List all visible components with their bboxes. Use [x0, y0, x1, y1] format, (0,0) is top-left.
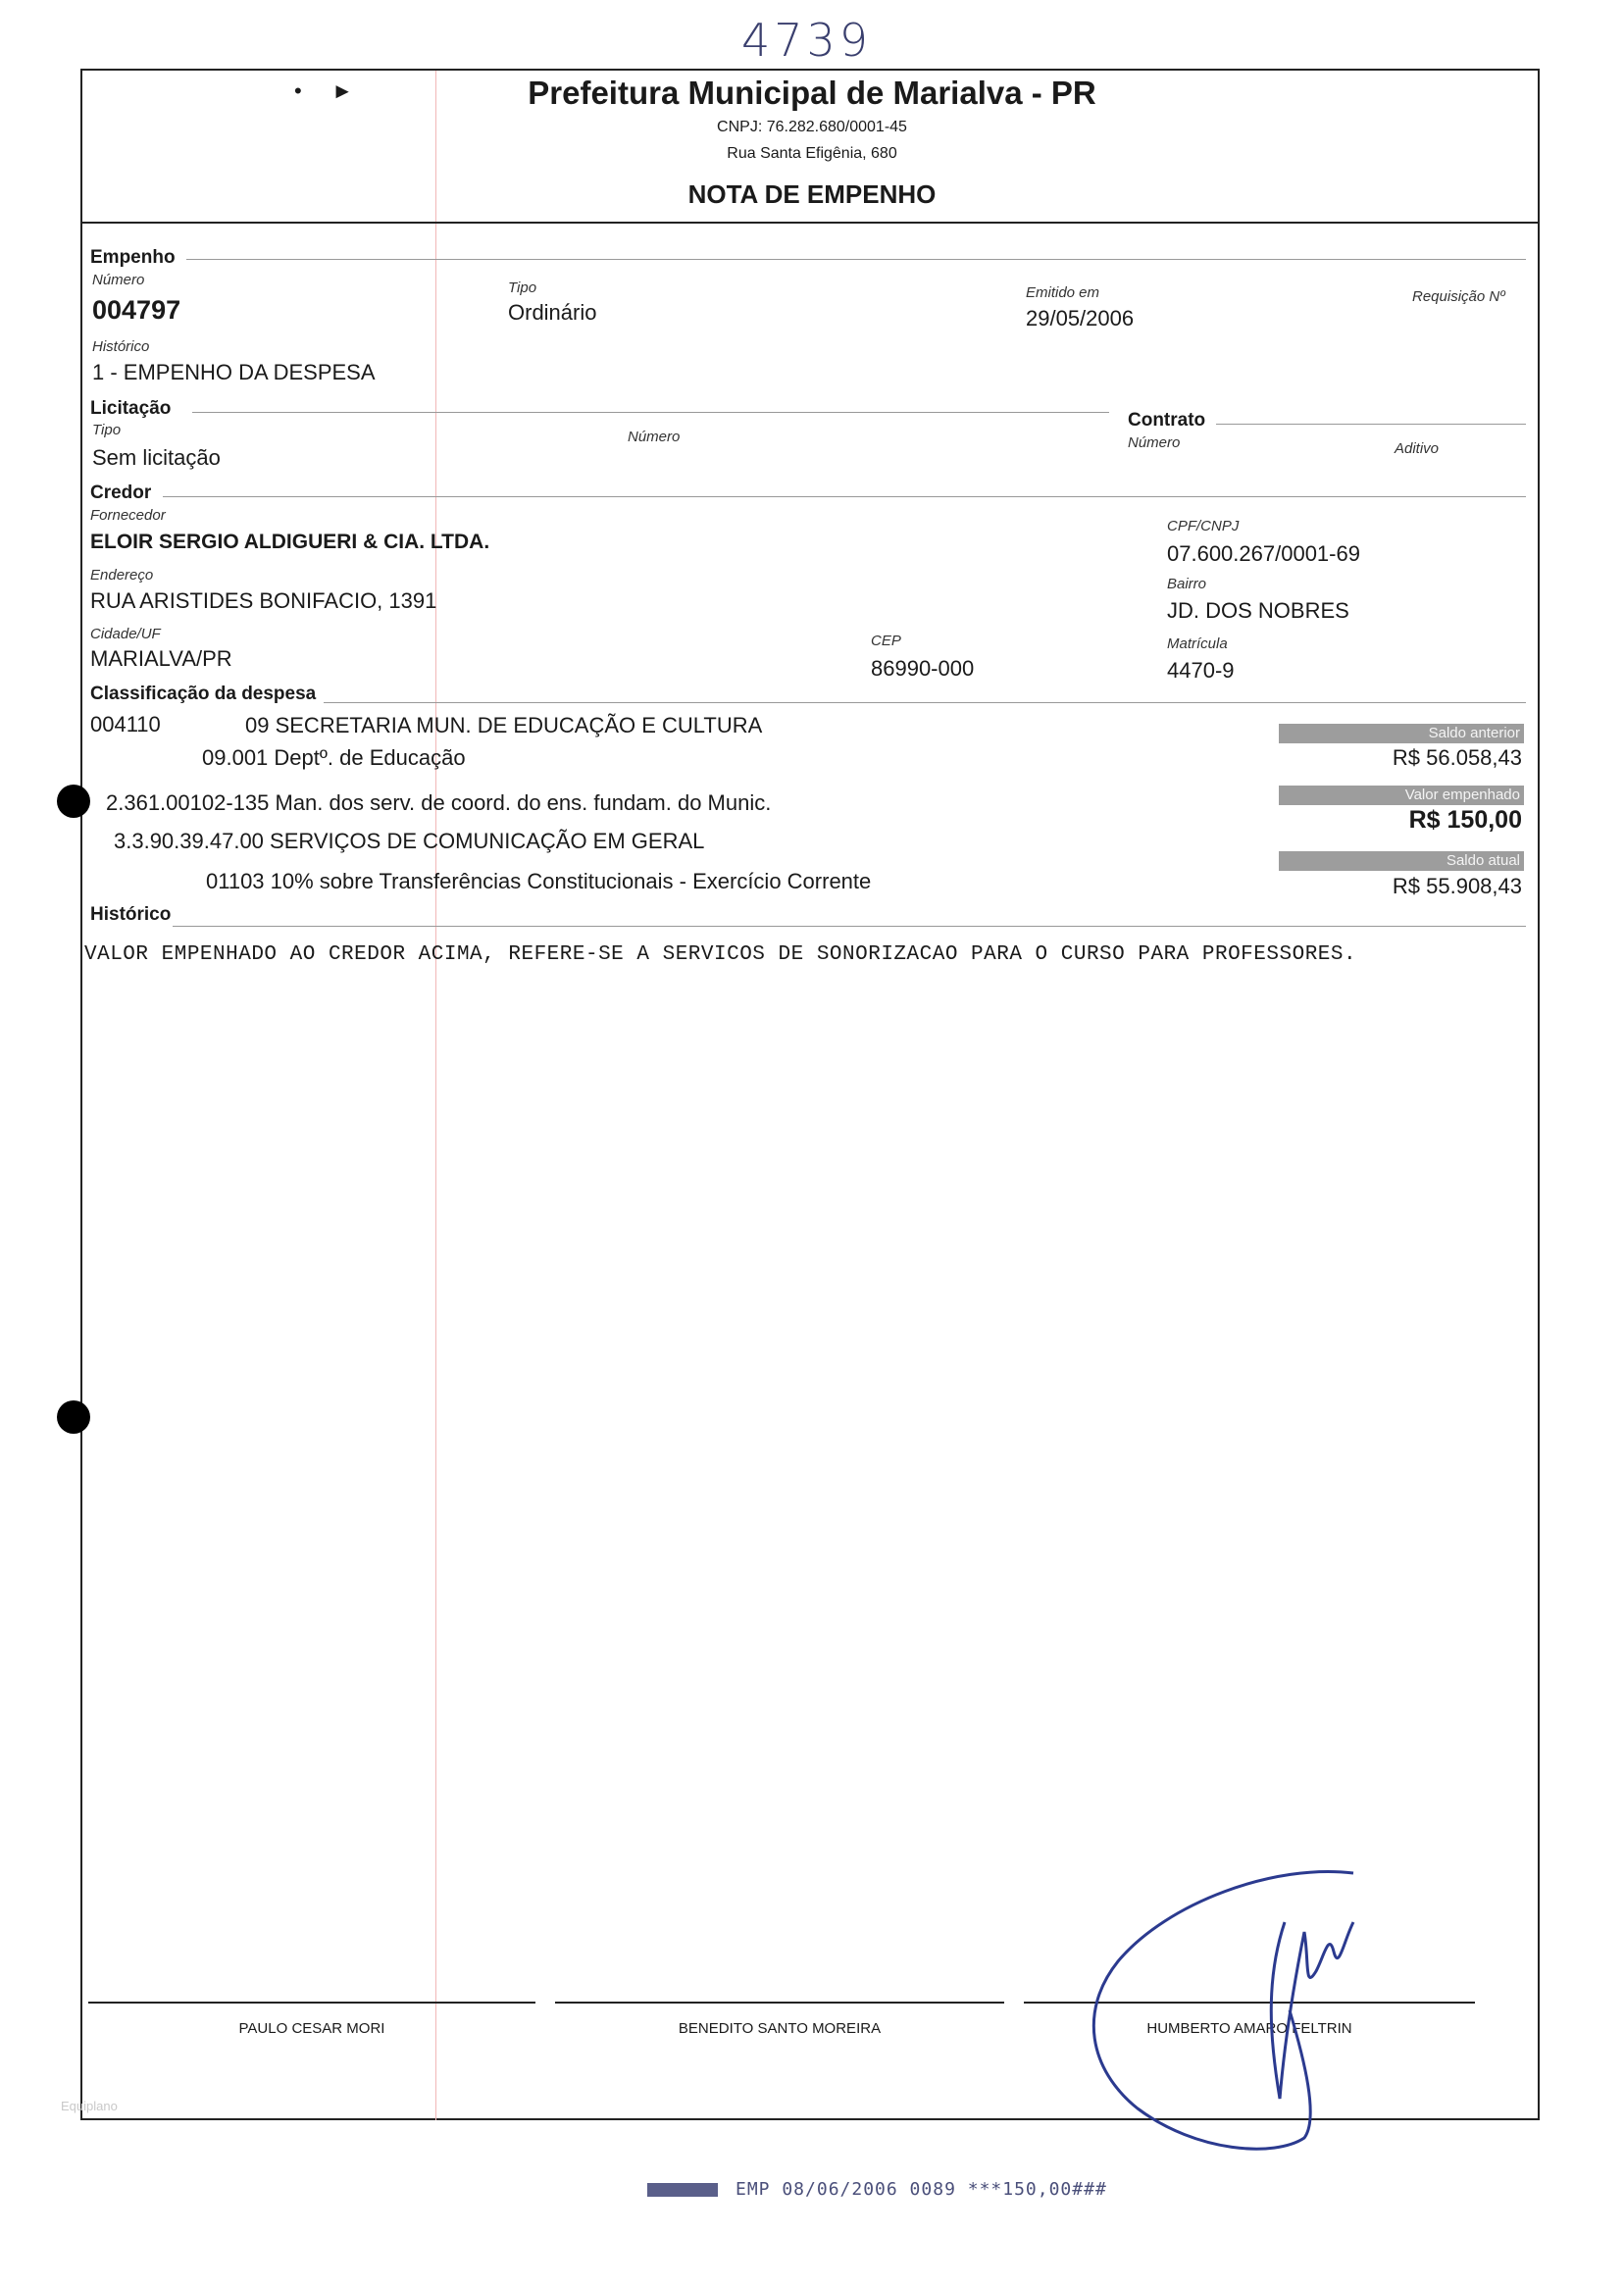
- licitacao-rule: [192, 412, 1109, 413]
- bairro-label: Bairro: [1167, 576, 1207, 592]
- credor-section-title: Credor: [90, 482, 152, 503]
- classificacao-programa: 2.361.00102-135 Man. dos serv. de coord. do ens. fundam. do Munic.: [106, 790, 772, 815]
- cnpj-line: CNPJ: 76.282.680/0001-45: [717, 119, 907, 135]
- handwritten-page-number: 4739: [741, 14, 873, 67]
- matricula-value: 4470-9: [1167, 658, 1235, 683]
- licitacao-numero-label: Número: [628, 429, 681, 445]
- emitido-label: Emitido em: [1026, 284, 1100, 301]
- cep-value: 86990-000: [871, 656, 975, 681]
- empenho-numero: 004797: [92, 295, 181, 325]
- licitacao-tipo: Sem licitação: [92, 445, 221, 470]
- cpf-cnpj-value: 07.600.267/0001-69: [1167, 541, 1360, 566]
- classificacao-secretaria: 09 SECRETARIA MUN. DE EDUCAÇÃO E CULTURA: [245, 713, 763, 737]
- binder-hole-bottom: [57, 1400, 90, 1434]
- cep-label: CEP: [871, 633, 901, 649]
- margin-line: [435, 71, 436, 2120]
- classificacao-natureza: 3.3.90.39.47.00 SERVIÇOS DE COMUNICAÇÃO EM GERAL: [114, 829, 705, 853]
- licitacao-tipo-label: Tipo: [92, 422, 122, 438]
- contrato-rule: [1216, 424, 1526, 425]
- endereco-value: RUA ARISTIDES BONIFACIO, 1391: [90, 588, 437, 613]
- empenho-tipo-label: Tipo: [508, 279, 537, 296]
- address-line: Rua Santa Efigênia, 680: [727, 145, 897, 162]
- signature-line-2: [555, 2002, 1004, 2004]
- contrato-section-title: Contrato: [1128, 410, 1206, 431]
- saldo-atual-label: Saldo atual: [1279, 851, 1524, 871]
- empenho-historico: 1 - EMPENHO DA DESPESA: [92, 360, 376, 384]
- historico-section-title: Histórico: [90, 904, 172, 925]
- empenho-tipo: Ordinário: [508, 300, 597, 325]
- stamp-text: EMP 08/06/2006 0089 ***150,00###: [736, 2179, 1107, 2200]
- signatory-2-name: BENEDITO SANTO MOREIRA: [678, 2020, 882, 2037]
- small-arrow-mark: • ►: [294, 78, 354, 103]
- endereco-label: Endereço: [90, 567, 154, 584]
- signatory-1-name: PAULO CESAR MORI: [238, 2020, 385, 2037]
- contrato-numero-label: Número: [1128, 434, 1181, 451]
- requisicao-label: Requisição Nº: [1412, 288, 1505, 305]
- stamp-logo: [647, 2183, 718, 2197]
- valor-empenhado-label: Valor empenhado: [1279, 786, 1524, 805]
- handwritten-signature: [1059, 1863, 1481, 2158]
- emitido-date: 29/05/2006: [1026, 306, 1135, 330]
- header-divider: [82, 222, 1538, 224]
- cidade-label: Cidade/UF: [90, 626, 161, 642]
- classificacao-section-title: Classificação da despesa: [90, 684, 317, 704]
- empenho-section-title: Empenho: [90, 247, 176, 268]
- saldo-anterior-value: R$ 56.058,43: [1392, 745, 1522, 770]
- matricula-label: Matrícula: [1167, 635, 1228, 652]
- historico-rule: [173, 926, 1526, 927]
- licitacao-section-title: Licitação: [90, 398, 172, 419]
- signatory-3-name: HUMBERTO AMARO FELTRIN: [1146, 2020, 1352, 2037]
- signature-line-1: [88, 2002, 535, 2004]
- saldo-anterior-label: Saldo anterior: [1279, 724, 1524, 743]
- valor-empenhado-value: R$ 150,00: [1408, 806, 1522, 834]
- classificacao-rule: [324, 702, 1526, 703]
- saldo-atual-value: R$ 55.908,43: [1392, 874, 1522, 898]
- classificacao-code: 004110: [90, 712, 161, 736]
- cidade-value: MARIALVA/PR: [90, 646, 232, 671]
- software-small-print: Equiplano: [61, 2099, 118, 2113]
- classificacao-fonte: 01103 10% sobre Transferências Constitucionais - Exercício Corrente: [206, 869, 872, 893]
- empenho-numero-label: Número: [92, 272, 145, 288]
- fornecedor-label: Fornecedor: [90, 507, 166, 524]
- bank-stamp: [647, 2179, 1107, 2200]
- empenho-rule: [186, 259, 1526, 260]
- fornecedor-name: ELOIR SERGIO ALDIGUERI & CIA. LTDA.: [90, 531, 490, 553]
- classificacao-departamento: 09.001 Deptº. de Educação: [202, 745, 466, 770]
- credor-rule: [163, 496, 1526, 497]
- aditivo-label: Aditivo: [1395, 440, 1440, 457]
- binder-hole-top: [57, 785, 90, 818]
- empenho-historico-label: Histórico: [92, 338, 150, 355]
- bairro-value: JD. DOS NOBRES: [1167, 598, 1349, 623]
- page-title: Prefeitura Municipal de Marialva - PR: [528, 75, 1096, 111]
- document-type-title: NOTA DE EMPENHO: [687, 179, 937, 209]
- cpf-cnpj-label: CPF/CNPJ: [1167, 518, 1240, 534]
- historico-text: VALOR EMPENHADO AO CREDOR ACIMA, REFERE-SE A SERVICOS DE SONORIZACAO PARA O CURSO PARA PROFESSORES.: [84, 943, 1357, 966]
